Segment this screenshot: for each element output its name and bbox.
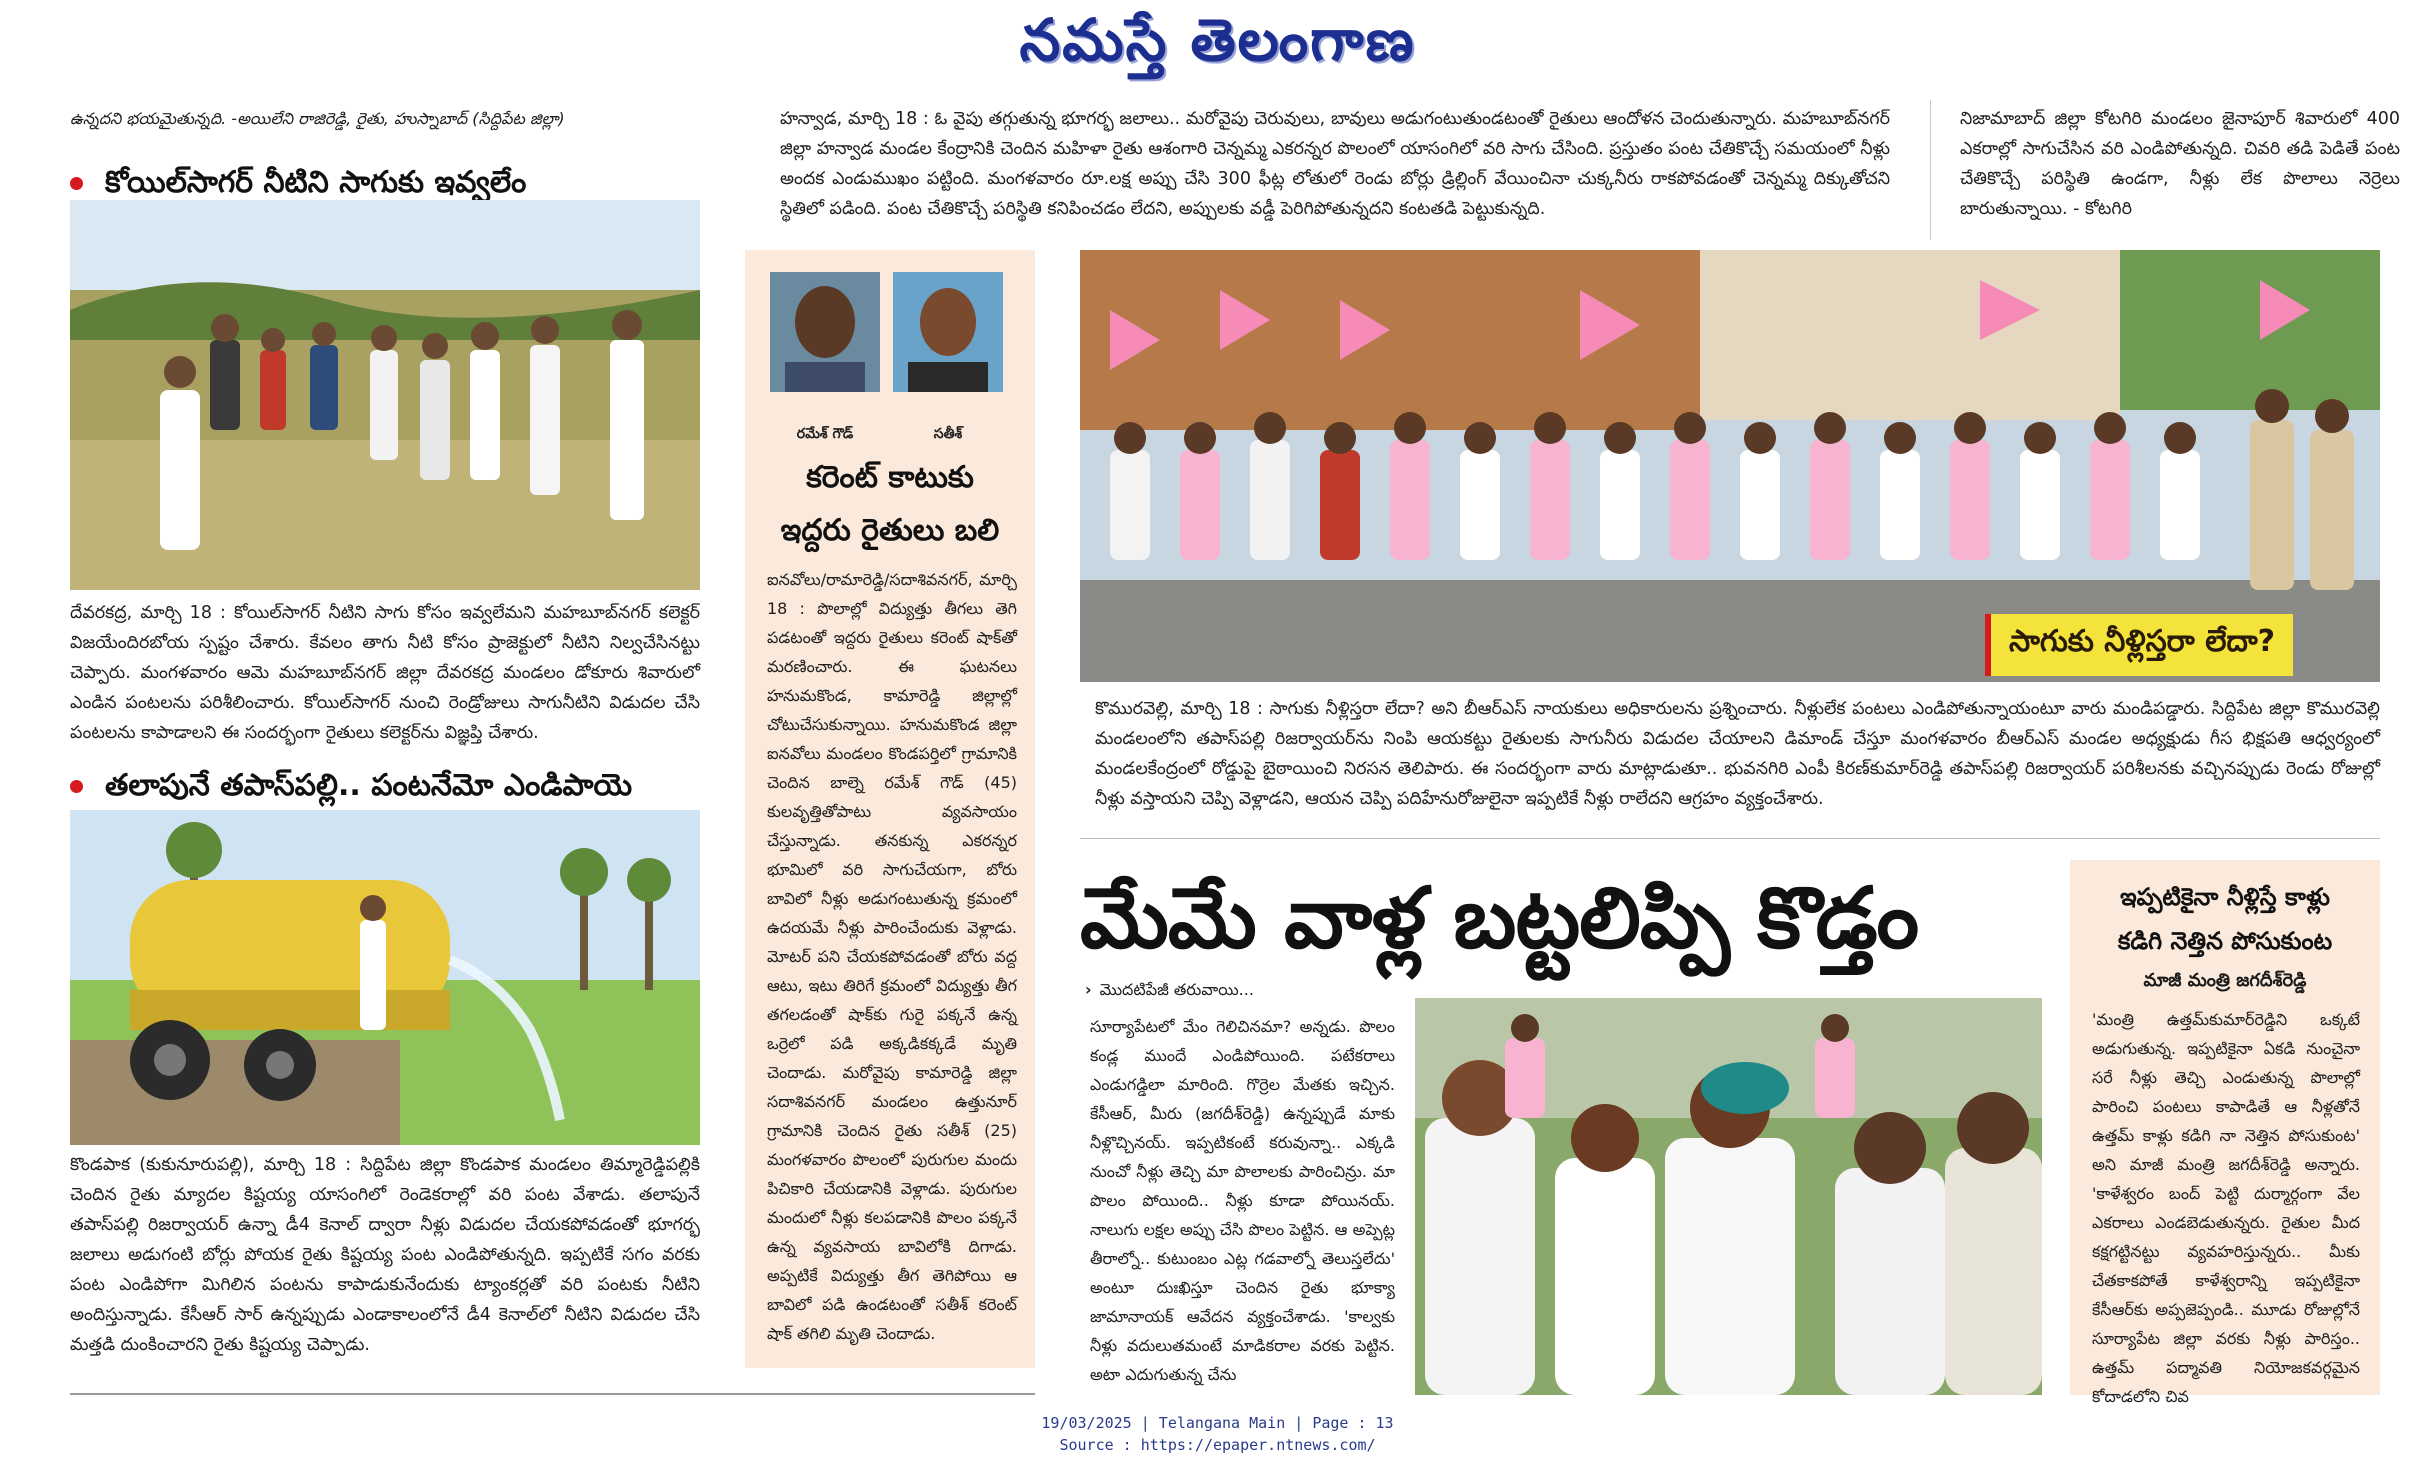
footer-issue-line: 19/03/2025 | Telangana Main | Page : 13	[1041, 1414, 1394, 1432]
box-headline-line1: కరెంట్ కాటుకు	[806, 460, 974, 495]
masthead-title: నమస్తే తెలంగాణ	[1019, 6, 1416, 74]
box-body: ఐనవోలు/రామారెడ్డి/సదాశివనగర్, మార్చి 18 : పొలాల్లో విద్యుత్తు తీగలు తెగి పడటంతో ఇద్దరు రైతులు కరెంట్ షాక్‌తో మరణించారు. ఈ ఘటనలు హనుమకొండ, కామారెడ్డి జిల్లాల్లో చోటుచేసుకున్నాయి. హనుమకొండ జిల్లా ఐనవోలు మండలం కొండపర్తిలో గ్రామానికి చెందిన బాల్నె రమేశ్ గౌడ్ (45) కులవృత్తితోపాటు వ్యవసాయం చేస్తున్నాడు. తనకున్న ఎకరన్నర భూమిలో వరి సాగుచేయగా, బోరు బావిలో నీళ్లు అడుగంటుతున్న క్రమంలో ఉదయమే నీళ్లు పారించేందుకు వెళ్లాడు. మోటర్ పని చేయకపోవడంతో బోరు వద్ద ఆటు, ఇటు తిరిగే క్రమంలో విద్యుత్తు తీగ తగలడంతో షాక్‌కు గురై పక్కనే ఉన్న ఒర్రెలో పడి అక్కడికక్కడే మృతి చెందాడు. మరోవైపు కామారెడ్డి జిల్లా సదాశివనగర్ మండలం ఉత్తునూర్ గ్రామానికి చెందిన రైతు సతీశ్ (25) మంగళవారం పొలంలో పురుగుల మందు పిచికారి చేయడానికి వెళ్లాడు. పురుగుల మందులో నీళ్లు కలపడానికి పొలం పక్కనే ఉన్న వ్యవసాయ బావిలోకి దిగాడు. అప్పటికే విద్యుత్తు తీగ తెగిపోయి ఆ బావిలో పడి ఉండటంతో సతీశ్ కరెంట్ షాక్ తగిలి మృతి చెందాడు.	[767, 570, 1017, 1343]
footer-source-link[interactable]: Source : https://epaper.ntnews.com/	[1059, 1436, 1376, 1454]
right-headline-line1: ఇప్పటికైనా నీళ్లిస్తే కాళ్లు	[2120, 883, 2330, 911]
right-box-body: 'మంత్రి ఉత్తమ్‌కుమార్‌రెడ్డిని ఒక్కటే అడుగుతున్న. ఇప్పటికైనా ఏకడి నుంచైనా సరే నీళ్లు తెచ్చి ఎండుతున్న పొలాల్లో పారించి పంటలు కాపాడితే ఆ నీళ్లతోనే ఉత్తమ్ కాళ్లు కడిగి నా నెత్తిన పోసుకుంట' అని మాజీ మంత్రి జగదీశ్‌రెడ్డి అన్నారు. 'కాళేశ్వరం బంద్ పెట్టి దుర్మార్గంగా వేల ఎకరాలు ఎండబెడుతున్నరు. రైతుల మీద కక్షగట్టినట్టు వ్యవహరిస్తున్నరు.. మీకు చేతకాకపోతే కాళేశ్వరాన్ని ఇప్పటికైనా కేసీఆర్‌కు అప్పజెప్పండి.. మూడు రోజుల్లోనే సూర్యాపేట జిల్లా వరకు నీళ్లు పారిస్తం.. ఉత్తమ్ పద్మావతి నియోజకవర్గమైన కోదాడలోని చివ	[2092, 1010, 2360, 1406]
protest-caption-tag: సాగుకు నీళ్లిస్తరా లేదా?	[1985, 614, 2293, 676]
person2-photo	[893, 272, 1003, 392]
story2-photo	[70, 810, 700, 1145]
person1-portrait-illustration	[770, 272, 880, 392]
story1-body: దేవరకద్ర, మార్చి 18 : కోయిల్‌సాగర్ నీటిని సాగు కోసం ఇవ్వలేమని మహబూబ్‌నగర్ కలెక్టర్ విజయేందిరబోయ స్పష్టం చేశారు. కేవలం తాగు నీటి కోసం ప్రాజెక్టులో నీటిని నిల్వచేసినట్టు చెప్పారు. మంగళవారం ఆమె మహబూబ్‌నగర్ జిల్లా దేవరకద్ర మండలం డోకూరు శివారులో ఎండిన పంటలను పరిశీలించారు. కోయిల్‌సాగర్ నుంచి రెండ్రోజులు సాగునీటిని విడుదల చేసి పంటలను కాపాడాలని ఈ సందర్భంగా రైతులు కలెక్టర్‌ను విజ్ఞప్తి చేశారు.	[70, 603, 700, 743]
protest-body: కొమురవెల్లి, మార్చి 18 : సాగుకు నీళ్లిస్తరా లేదా? అని బీఆర్‌ఎస్ నాయకులు అధికారులను ప్రశ్నించారు. నీళ్లులేక పంటలు ఎండిపోతున్నాయంటూ వారు మండిపడ్డారు. సిద్దిపేట జిల్లా కొమురవెల్లి మండలంలోని తపాస్‌పల్లి రిజర్వాయర్‌ను నింపి ఆయకట్టు రైతులకు సాగునీరు విడుదల చేయాలని డిమాండ్ చేస్తూ మంగళవారం బీఆర్‌ఎస్ మండల అధ్యక్షుడు గీస భిక్షపతి ఆధ్వర్యంలో మండలకేంద్రంలో రోడ్డుపై బైఠాయించి నిరసన తెలిపారు. ఈ సందర్భంగా వారు మాట్లాడుతూ.. భువనగిరి ఎంపీ కిరణ్‌కుమార్‌రెడ్డి తపాస్‌పల్లి రిజర్వాయర్ పరిశీలనకు వచ్చినప్పుడు రెండు రోజుల్లో నీళ్లు వస్తాయని చెప్పి వెళ్లాడని, ఆయన చెప్పి పదిహేనురోజులైనా ఇప్పటికే నీళ్లు రాలేదని ఆగ్రహం వ్యక్తంచేశారు.	[1095, 699, 2380, 809]
bullet-icon	[70, 177, 83, 190]
story2-headline	[70, 763, 710, 809]
chevron-right-icon: ›	[1085, 980, 1092, 999]
main-story-photo	[1415, 998, 2042, 1395]
main-headline: మేమే వాళ్ల బట్టలిప్పి కొడ్తం	[1080, 869, 1919, 967]
top-right-body: నిజామాబాద్ జిల్లా కోటగిరి మండలం జైనాపూర్ శివారులో 400 ఎకరాల్లో సాగుచేసిన వరి ఎండిపోతున్నది. చివరి తడి పెడితే పంట చేతికొచ్చే పరిస్థితి ఉండగా, నీళ్లు లేక పొలాలు నెర్రెలు బారుతున్నాయి. - కోటగిరి	[1960, 109, 2400, 219]
continued-label-row	[1085, 975, 1415, 1005]
footer	[0, 1412, 2435, 1456]
tanker-illustration	[70, 810, 700, 1145]
bullet-icon	[70, 780, 83, 793]
person2-portrait-illustration	[893, 272, 1003, 392]
story1-photo	[70, 200, 700, 590]
bottom-rule	[70, 1393, 1035, 1395]
story2-headline-text: తలాపునే తపాస్‌పల్లి.. పంటనేమో ఎండిపాయె	[105, 768, 633, 803]
leader-farmers-illustration	[1415, 998, 2042, 1395]
section-divider	[1080, 838, 2380, 839]
protest-photo	[1080, 250, 2380, 682]
person1-photo	[770, 272, 880, 392]
person2-name: సతీశ్	[933, 426, 963, 442]
right-byline: మాజీ మంత్రి జగదీశ్‌రెడ్డి	[2143, 970, 2307, 991]
top-center-body: హన్వాడ, మార్చి 18 : ఓ వైపు తగ్గుతున్న భూగర్భ జలాలు.. మరోవైపు చెరువులు, బావులు అడుగంటుతుండటంతో రైతులు ఆందోళన చెందుతున్నారు. మహబూబ్‌నగర్ జిల్లా హన్వాడ మండల కేంద్రానికి చెందిన మహిళా రైతు ఆశంగారి చెన్నమ్మ ఎకరన్నర పొలంలో యాసంగిలో వరి సాగు చేసింది. ప్రస్తుతం పంట చేతికొచ్చే సమయంలో నీళ్లు అందక ఎండుముఖం పట్టింది. మంగళవారం రూ.లక్ష అప్పు చేసి 300 ఫీట్ల లోతులో రెండు బోర్లు డ్రిల్లింగ్ వేయించినా చుక్కనీరు రాకపోవడంతో చెన్నమ్మ దిక్కుతోచని స్థితిలో పడింది. పంట చేతికొచ్చే పరిస్థితి కనిపించడం లేదని, అప్పులకు వడ్డీ పెరిగిపోతున్నదని కంటతడి పెట్టుకున్నది.	[780, 109, 1890, 219]
left-top-line: ఉన్నదని భయమైతున్నది. -అయిలేని రాజిరెడ్డి, రైతు, హుస్నాబాద్ (సిద్దిపేట జిల్లా)	[70, 109, 565, 128]
story1-headline-text: కోయిల్‌సాగర్ నీటిని సాగుకు ఇవ్వలేం	[105, 165, 527, 200]
field-inspection-illustration	[70, 200, 700, 590]
current-shock-box	[745, 250, 1035, 1368]
jagadish-reddy-box	[2070, 860, 2380, 1406]
masthead	[0, 0, 2435, 90]
story2-body: కొండపాక (కుకునూరుపల్లి), మార్చి 18 : సిద్దిపేట జిల్లా కొండపాక మండలం తిమ్మారెడ్డిపల్లికి చెందిన రైతు మ్యాదల కిష్టయ్య యాసంగిలో రెండెకరాల్లో వరి పంట వేశాడు. తలాపునే తపాస్‌పల్లి రిజర్వాయర్ ఉన్నా డీ4 కెనాల్ ద్వారా నీళ్లు విడుదల చేయకపోవడంతో భూగర్భ జలాలు అడుగంటి బోర్లు పోయక రైతు కిష్టయ్య పంట ఎండిపోతున్నది. ఇప్పటికే సగం వరకు పంట ఎండిపోగా మిగిలిన పంటను కాపాడుకునేందుకు ట్యాంకర్లతో వరి పంటకు నీటిని అందిస్తున్నాడు. కేసీఆర్ సార్ ఉన్నప్పుడు ఎండాకాలంలోనే డీ4 కెనాల్‌లో నీటిని విడుదల చేసి మత్తడి దుంకించారని రైతు కిష్టయ్య చెప్పాడు.	[70, 1155, 700, 1355]
continued-label: మొదటిపేజీ తరువాయి...	[1099, 980, 1254, 999]
box-headline-line2: ఇద్దరు రైతులు బలి	[780, 513, 1000, 548]
column-divider	[1930, 100, 1931, 240]
main-story-body: సూర్యాపేటలో మేం గెలిచినమా? అన్నడు. పొలం కండ్ల ముందే ఎండిపోయింది. పటేకరాలు ఎండుగడ్డిలా మారింది. గొర్రెల మేతకు ఇచ్చిన. కేసీఆర్, మీరు (జగదీశ్‌రెడ్డి) ఉన్నప్పుడే మాకు నీళ్లొచ్చినయ్. ఇప్పటికంటే కరువున్నా.. ఎక్కడి నుంచో నీళ్లు తెచ్చి మా పొలాలకు పారించిన్రు. మా పొలం పోయింది.. నీళ్లు కూడా పోయినయ్. నాలుగు లక్షల అప్పు చేసి పొలం పెట్టిన. ఆ అప్పెట్ల తీరాల్నో.. కుటుంబం ఎట్ల గడవాల్నో తెలుస్తలేదు' అంటూ దుఃఖిస్తూ చెందిన రైతు భూక్యా జామానాయక్ ఆవేదన వ్యక్తంచేశాడు. 'కాల్వకు నీళ్లు వదులుతమంటే మాడికరాల వరకు పెట్టిన. అటా ఎదుగుతున్న చేను	[1090, 1017, 1395, 1384]
right-headline-line2: కడిగి నెత్తిన పోసుకుంట	[2117, 927, 2333, 955]
person1-name: రమేశ్ గౌడ్	[796, 426, 854, 442]
